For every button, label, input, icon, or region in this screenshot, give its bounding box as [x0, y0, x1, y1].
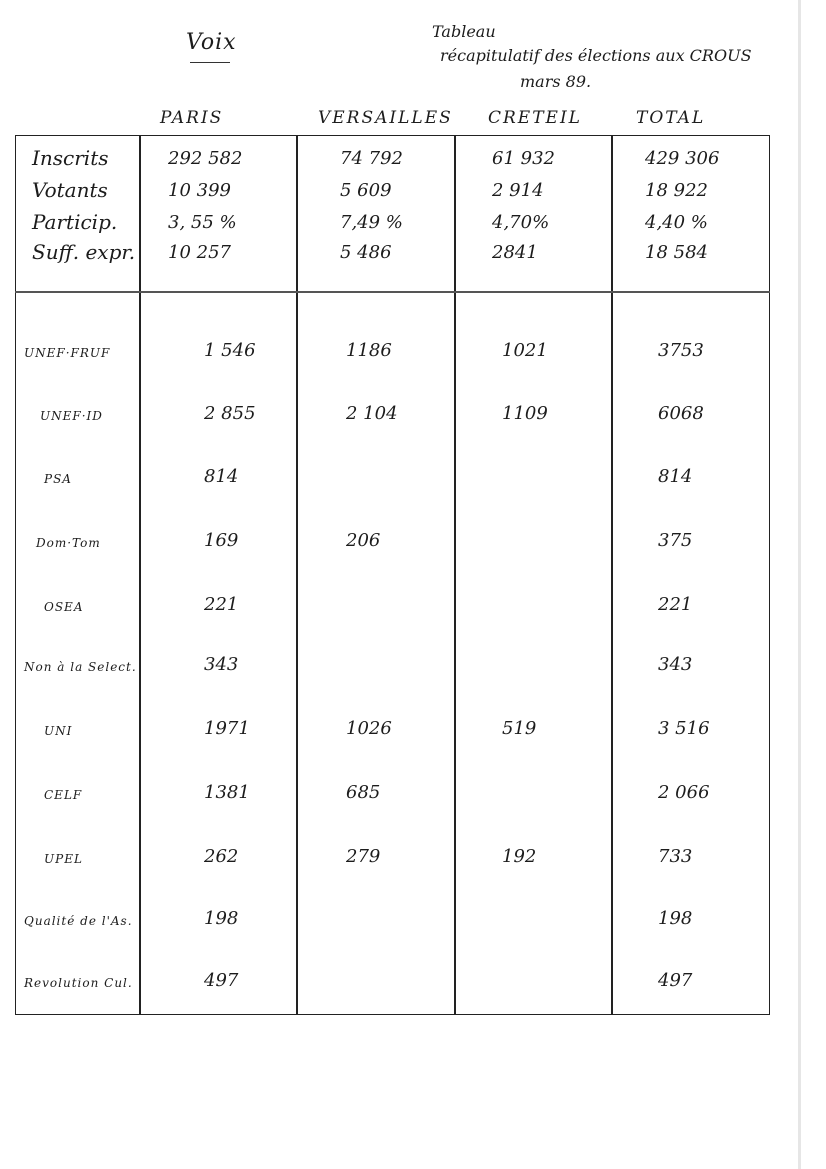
stat-value: 5 486 — [340, 242, 392, 263]
party-value: 192 — [502, 846, 537, 867]
stat-value: 18 922 — [645, 180, 708, 201]
stat-value: 429 306 — [645, 148, 720, 169]
page-edge-shadow — [798, 0, 801, 1169]
stat-value: 4,40 % — [645, 212, 708, 233]
party-value: 814 — [658, 466, 693, 487]
stat-value: 2 914 — [492, 180, 544, 201]
title-line-1: Tableau — [432, 22, 496, 41]
party-value: 6068 — [658, 403, 704, 424]
party-value: 733 — [658, 846, 693, 867]
party-label: UNEF·ID — [40, 409, 103, 423]
party-value: 1021 — [502, 340, 548, 361]
stat-value: 4,70% — [492, 212, 550, 233]
party-value: 2 855 — [204, 403, 256, 424]
party-label: Qualité de l'As. — [24, 914, 133, 928]
party-label: Dom·Tom — [36, 536, 101, 550]
results-table — [15, 135, 770, 1015]
party-value: 1381 — [204, 782, 250, 803]
heading-voix: Voix — [186, 30, 237, 55]
column-divider-3 — [454, 135, 456, 1015]
column-header-creteil: CRETEIL — [488, 108, 582, 128]
party-label: CELF — [44, 788, 83, 802]
party-value: 1109 — [502, 403, 548, 424]
party-label: UPEL — [44, 852, 83, 866]
column-header-paris: PARIS — [160, 108, 224, 128]
party-value: 198 — [204, 908, 239, 929]
stat-value: 10 399 — [168, 180, 231, 201]
party-value: 497 — [204, 970, 239, 991]
stat-label: Votants — [32, 178, 108, 202]
party-value: 279 — [346, 846, 381, 867]
party-label: UNI — [44, 724, 73, 738]
party-value: 3753 — [658, 340, 704, 361]
party-value: 497 — [658, 970, 693, 991]
party-label: UNEF·FRUF — [24, 346, 111, 360]
stat-label: Suff. expr. — [32, 240, 136, 264]
stat-value: 3, 55 % — [168, 212, 237, 233]
party-value: 169 — [204, 530, 239, 551]
column-header-versailles: VERSAILLES — [318, 108, 453, 128]
column-header-total: TOTAL — [636, 108, 706, 128]
stat-value: 10 257 — [168, 242, 231, 263]
stat-value: 18 584 — [645, 242, 708, 263]
column-divider-1 — [139, 135, 141, 1015]
party-label: PSA — [44, 472, 72, 486]
heading-underline — [190, 62, 230, 63]
stat-label: Particip. — [32, 210, 118, 234]
party-value: 343 — [204, 654, 239, 675]
party-label: OSEA — [44, 600, 84, 614]
party-value: 2 104 — [346, 403, 398, 424]
party-value: 343 — [658, 654, 693, 675]
party-value: 262 — [204, 846, 239, 867]
stat-value: 61 932 — [492, 148, 555, 169]
party-value: 198 — [658, 908, 693, 929]
party-value: 1186 — [346, 340, 392, 361]
column-divider-4 — [611, 135, 613, 1015]
stat-value: 74 792 — [340, 148, 403, 169]
party-value: 1026 — [346, 718, 392, 739]
stat-label: Inscrits — [32, 146, 109, 170]
stat-value: 292 582 — [168, 148, 243, 169]
party-value: 3 516 — [658, 718, 710, 739]
party-value: 2 066 — [658, 782, 710, 803]
title-line-2: récapitulatif des élections aux CROUS — [440, 46, 752, 65]
party-value: 685 — [346, 782, 381, 803]
party-value: 375 — [658, 530, 693, 551]
party-value: 519 — [502, 718, 537, 739]
stats-separator — [15, 291, 770, 293]
stat-value: 7,49 % — [340, 212, 403, 233]
party-value: 1971 — [204, 718, 250, 739]
stat-value: 5 609 — [340, 180, 392, 201]
party-label: Non à la Select. — [24, 660, 137, 674]
party-value: 814 — [204, 466, 239, 487]
party-value: 221 — [658, 594, 693, 615]
column-divider-2 — [296, 135, 298, 1015]
party-label: Revolution Cul. — [24, 976, 133, 990]
party-value: 1 546 — [204, 340, 256, 361]
party-value: 221 — [204, 594, 239, 615]
party-value: 206 — [346, 530, 381, 551]
stat-value: 2841 — [492, 242, 538, 263]
title-line-3: mars 89. — [520, 72, 592, 91]
